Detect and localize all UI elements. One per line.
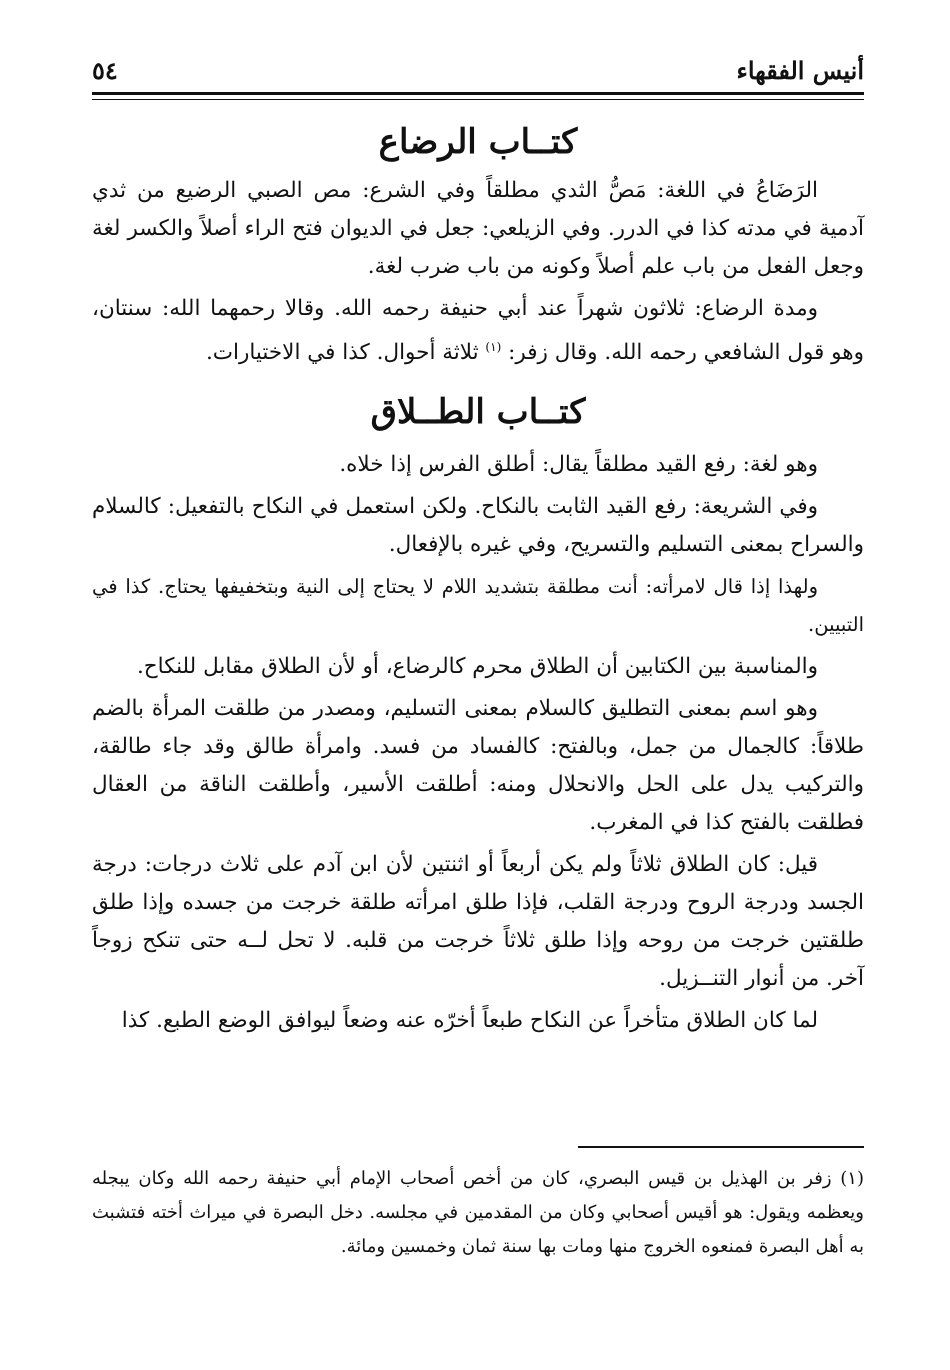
paragraph: وفي الشريعة: رفع القيد الثابت بالنكاح. ولكن استعمل في النكاح بالتفعيل: كالسلام والسراح بمعنى التسليم والتسريح، وفي غيره بالإفعال. xyxy=(92,494,864,558)
footnote: (١) زفر بن الهذيل بن قيس البصري، كان من أخص أصحاب الإمام أبي حنيفة رحمه الله وكان يبجله ويعظمه ويقول: هو أقيس أصحابي وكان من المقدمين في مجلسه. دخل البصرة في ميراث أخته فتشبث به أهل البصرة فمنعوه الخروج منها ومات بها سنة ثمان وخمسين ومائة. xyxy=(92,1168,864,1257)
paragraph: والمناسبة بين الكتابين أن الطلاق محرم كالرضاع، أو لأن الطلاق مقابل للنكاح. xyxy=(136,654,818,680)
running-header xyxy=(92,48,864,92)
footnote-separator xyxy=(578,1146,864,1148)
footnote-reference[interactable]: (١) xyxy=(485,340,502,354)
paragraph: لما كان الطلاق متأخراً عن النكاح طبعاً أخرّه عنه وضعاً ليوافق الوضع الطبع. كذا xyxy=(121,1008,818,1034)
page-body xyxy=(92,112,864,1044)
paragraph: وهو لغة: رفع القيد مطلقاً يقال: أطلق الفرس إذا خلاه. xyxy=(339,452,818,478)
chapter-title-divorce: كتــاب الطــلاق xyxy=(370,392,586,433)
page-number: ٥٤ xyxy=(92,55,118,85)
paragraph-text: ومدة الرضاع: ثلاثون شهراً عند أبي حنيفة رحمه الله. وقالا رحمهما الله: سنتان، وهو قول الشافعي رحمه الله. وقال زفر: xyxy=(92,296,864,366)
paragraph: ولهذا إذا قال لامرأته: أنت مطلقة بتشديد اللام لا يحتاج إلى النية وبتخفيفها يحتاج. كذا في التبيين. xyxy=(92,575,864,637)
paragraph: قيل: كان الطلاق ثلاثاً ولم يكن أربعاً أو اثنتين لأن ابن آدم على ثلاث درجات: درجة الجسد ودرجة الروح ودرجة القلب، فإذا طلق امرأته طلقة خرجت من جسده وإذا طلق طلقتين خرجت من روحه وإذا طلق ثلاثاً خرجت من قلبه. لا تحل لــه حتى تنكح زوجاً آخر. من أنوار التنــزيل. xyxy=(92,852,864,992)
paragraph: الرَضَاعُ في اللغة: مَصُّ الثدي مطلقاً وفي الشرع: مص الصبي الرضيع من ثدي آدمية في مدته كذا في الدرر. وفي الزيلعي: جعل في الديوان فتح الراء أصلاً والكسر لغة وجعل الفعل من باب علم أصلاً وكونه من باب ضرب لغة. xyxy=(92,178,864,279)
paragraph: وهو اسم بمعنى التطليق كالسلام بمعنى التسليم، ومصدر من طلقت المرأة بالضم طلاقاً: كالجمال من جمل، وبالفتح: كالفساد من فسد. وامرأة طالق وقد جاء طالقة، والتركيب يدل على الحل والانحلال ومنه: أطلقت الأسير، وأطلقت الناقة من العقال فطلقت بالفتح كذا في المغرب. xyxy=(92,696,864,836)
book-title: أنيس الفقهاء xyxy=(736,55,864,85)
footnotes xyxy=(92,1162,864,1264)
paragraph xyxy=(92,290,864,372)
chapter-title-nursing: كتــاب الرضاع xyxy=(378,122,578,162)
header-rule-thin xyxy=(92,99,864,100)
header-rule-thick xyxy=(92,92,864,95)
paragraph-text-tail: ثلاثة أحوال. كذا في الاختيارات. xyxy=(205,340,479,366)
